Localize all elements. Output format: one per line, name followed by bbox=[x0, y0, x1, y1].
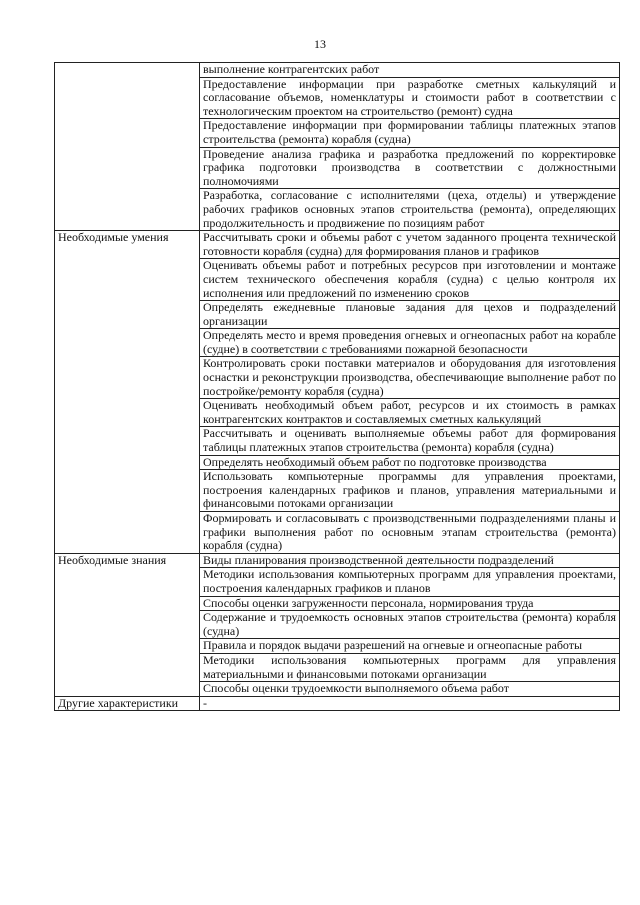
requirement-text: Проведение анализа графика и разработка предложений по корректировке графика подготовки производства в соответствии с должностными полномочиями bbox=[200, 147, 620, 189]
qualification-table bbox=[54, 62, 620, 711]
table-row bbox=[55, 63, 620, 78]
requirement-text: Контролировать сроки поставки материалов и оборудования для изготовления оснастки и реконструкции производства, обеспечивающие выполнение работ по постройке/ремонту корабля (судна) bbox=[200, 357, 620, 399]
requirement-text: Разработка, согласование с исполнителями (цеха, отделы) и утверждение рабочих графиков основных этапов строительства (ремонта), определяющих продолжительность и продвижение по позициям работ bbox=[200, 189, 620, 231]
requirement-text: Способы оценки загруженности персонала, нормирования труда bbox=[200, 596, 620, 611]
requirement-text: Методики использования компьютерных программ для управления материальными и финансовыми потоками организации bbox=[200, 653, 620, 681]
requirement-text: Правила и порядок выдачи разрешений на огневые и огнеопасные работы bbox=[200, 639, 620, 654]
table-body bbox=[55, 63, 620, 711]
requirement-text: Предоставление информации при формировании таблицы платежных этапов строительства (ремонта) корабля (судна) bbox=[200, 119, 620, 147]
requirement-text: - bbox=[200, 696, 620, 711]
requirement-text: Способы оценки трудоемкости выполняемого объема работ bbox=[200, 682, 620, 697]
section-label: Необходимые умения bbox=[55, 231, 200, 554]
requirement-text: Определять место и время проведения огневых и огнеопасных работ на корабле (судне) в соответствии с требованиями пожарной безопасности bbox=[200, 329, 620, 357]
requirement-text: Предоставление информации при разработке сметных калькуляций и согласование объемов, номенклатуры и стоимости работ в соответствии с технологическим проектом на строительство (ремонт) судна bbox=[200, 77, 620, 119]
table-row bbox=[55, 553, 620, 568]
requirement-text: Рассчитывать и оценивать выполняемые объемы работ для формирования таблицы платежных этапов строительства (ремонта) корабля (судна) bbox=[200, 427, 620, 455]
requirement-text: Содержание и трудоемкость основных этапов строительства (ремонта) корабля (судна) bbox=[200, 611, 620, 639]
requirement-text: Методики использования компьютерных программ для управления проектами, построения календарных графиков и планов bbox=[200, 568, 620, 596]
requirement-text: Оценивать объемы работ и потребных ресурсов при изготовлении и монтаже систем технического обеспечения корабля (судна) с целью контроля их исполнения или предложений по изменению сроков bbox=[200, 259, 620, 301]
requirement-text: выполнение контрагентских работ bbox=[200, 63, 620, 78]
section-label bbox=[55, 63, 200, 231]
table-row bbox=[55, 231, 620, 259]
section-label: Необходимые знания bbox=[55, 553, 200, 696]
requirement-text: Определять необходимый объем работ по подготовке производства bbox=[200, 455, 620, 470]
requirement-text: Оценивать необходимый объем работ, ресурсов и их стоимость в рамках контрагентских контрактов и составляемых сметных калькуляций bbox=[200, 399, 620, 427]
requirement-text: Формировать и согласовывать с производственными подразделениями планы и графики выполнения работ по основным этапам строительства (ремонта) корабля (судна) bbox=[200, 512, 620, 554]
requirement-text: Виды планирования производственной деятельности подразделений bbox=[200, 553, 620, 568]
section-label: Другие характеристики bbox=[55, 696, 200, 711]
table-row bbox=[55, 696, 620, 711]
page-number: 13 bbox=[314, 37, 326, 51]
requirement-text: Рассчитывать сроки и объемы работ с учетом заданного процента технической готовности корабля (судна) для формирования планов и графиков bbox=[200, 231, 620, 259]
requirement-text: Определять ежедневные плановые задания для цехов и подразделений организации bbox=[200, 301, 620, 329]
requirement-text: Использовать компьютерные программы для управления проектами, построения календарных графиков и планов, управления материальными и финансовыми потоками организации bbox=[200, 470, 620, 512]
